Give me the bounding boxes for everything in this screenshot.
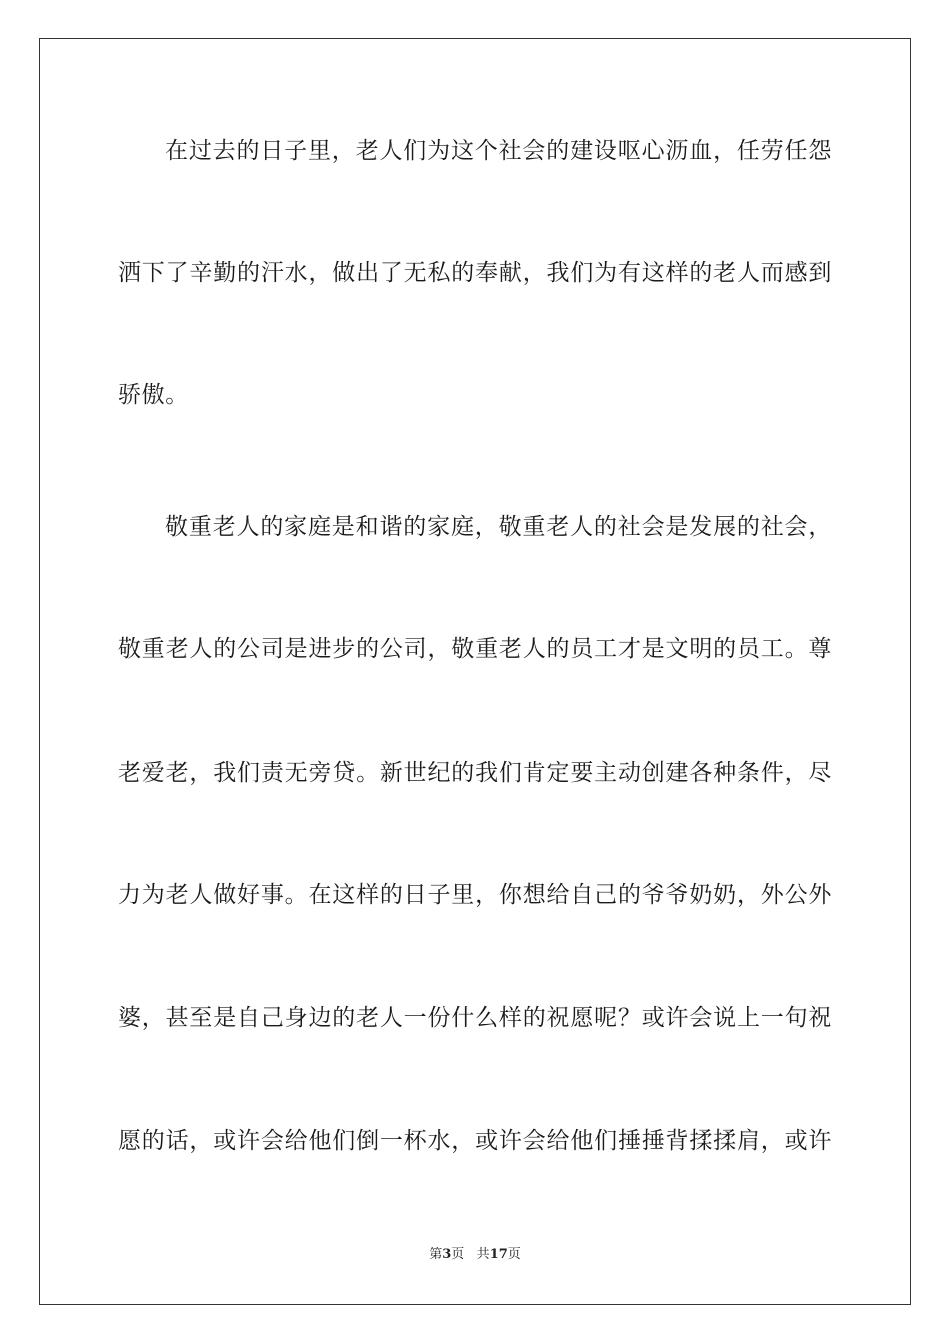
- total-prefix: 共: [476, 1247, 490, 1262]
- paragraph-1-line-2: 洒下了辛勤的汗水，做出了无私的奉献，我们为有这样的老人而感到: [118, 260, 832, 286]
- paragraph-2-line-1: 敬重老人的家庭是和谐的家庭，敬重老人的社会是发展的社会，: [165, 514, 832, 540]
- paragraph-2-line-5: 婆，甚至是自己身边的老人一份什么样的祝愿呢？或许会说上一句祝: [118, 1005, 832, 1031]
- page-suffix: 页: [451, 1247, 465, 1262]
- paragraph-2-line-4: 力为老人做好事。在这样的日子里，你想给自己的爷爷奶奶，外公外: [118, 882, 832, 908]
- page-prefix: 第: [429, 1247, 443, 1262]
- total-suffix: 页: [507, 1247, 521, 1262]
- page-border: [39, 38, 911, 1305]
- paragraph-2-line-2: 敬重老人的公司是进步的公司，敬重老人的员工才是文明的员工。尊: [118, 636, 832, 662]
- paragraph-1-line-1: 在过去的日子里，老人们为这个社会的建设呕心沥血，任劳任怨: [165, 138, 832, 164]
- total-pages-number: 17: [489, 1247, 508, 1262]
- paragraph-1-line-3: 骄傲。: [118, 382, 189, 408]
- paragraph-2-line-3: 老爱老，我们责无旁贷。新世纪的我们肯定要主动创建各种条件，尽: [118, 760, 832, 786]
- current-page-number: 3: [442, 1247, 452, 1262]
- page-footer: [0, 1246, 950, 1264]
- paragraph-2-line-6: 愿的话，或许会给他们倒一杯水，或许会给他们捶捶背揉揉肩，或许: [118, 1128, 832, 1154]
